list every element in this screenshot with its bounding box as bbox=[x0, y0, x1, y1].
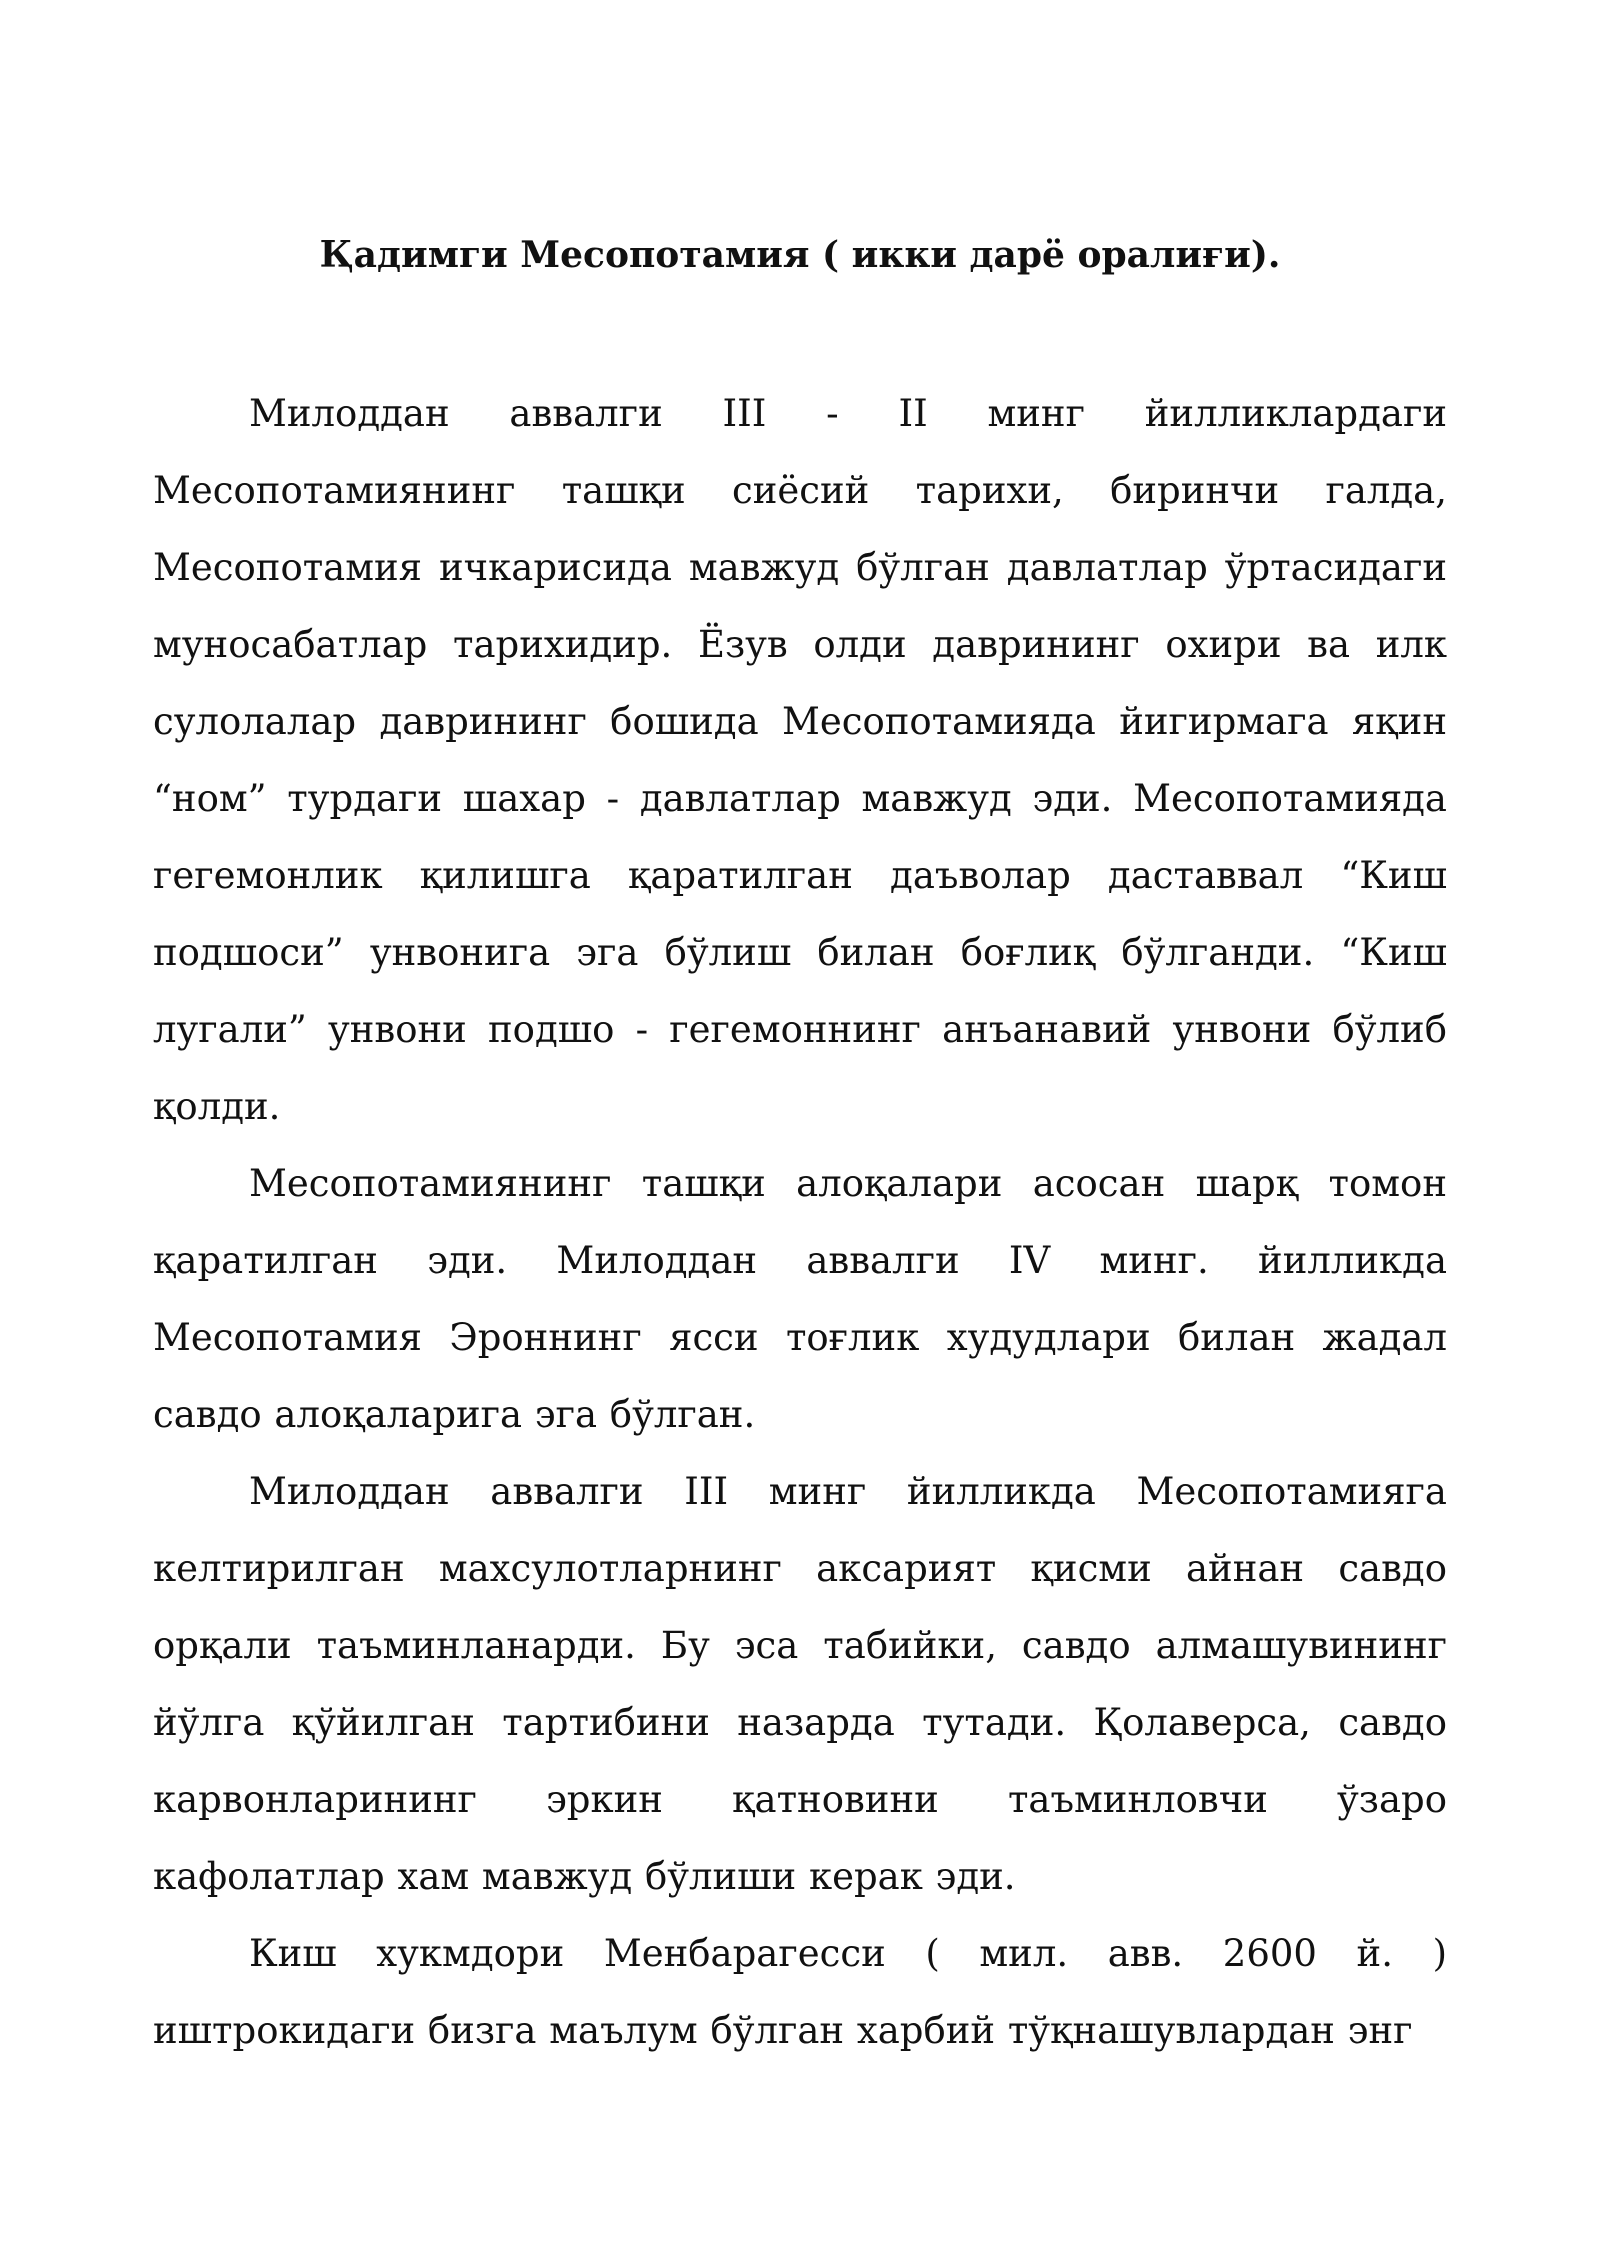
paragraph: Месопотамиянинг ташқи алоқалари асосан шарқ томон қаратилган эди. Милоддан аввалги IV минг. йилликда Месопотамия Эроннинг ясси тоғлик худудлари билан жадал савдо алоқаларига эга бўлган. bbox=[153, 1162, 1447, 1436]
paragraph: Милоддан аввалги III - II минг йилликлардаги Месопотамиянинг ташқи сиёсий тарихи, биринчи галда, Месопотамия ичкарисида мавжуд бўлган давлатлар ўртасидаги муносабатлар тарихидир. Ёзув олди даврининг охири ва илк сулолалар даврининг бошида Месопотамияда йигирмага яқин “ном” турдаги шахар - давлатлар мавжуд эди. Месопотамияда гегемонлик қилишга қаратилган даъволар даставвал “Киш подшоси” унвонига эга бўлиш билан боғлиқ бўлганди. “Киш лугали” унвони подшо - гегемоннинг анъанавий унвони бўлиб қолди. bbox=[153, 392, 1447, 1128]
document-body bbox=[153, 375, 1447, 2069]
document-title: Қадимги Месопотамия ( икки дарё оралиғи). bbox=[319, 234, 1281, 276]
document-page bbox=[153, 0, 1447, 2262]
paragraph: Милоддан аввалги III минг йилликда Месопотамияга келтирилган махсулотларнинг аксарият қисми айнан савдо орқали таъминланарди. Бу эса табийки, савдо алмашувининг йўлга қўйилган тартибини назарда тутади. Қолаверса, савдо карвонларининг эркин қатновини таъминловчи ўзаро кафолатлар хам мавжуд бўлиши керак эди. bbox=[153, 1470, 1447, 1898]
paragraph: Киш хукмдори Менбарагесси ( мил. авв. 2600 й. ) иштрокидаги бизга маълум бўлган харбий тўқнашувлардан энг bbox=[153, 1932, 1447, 2052]
